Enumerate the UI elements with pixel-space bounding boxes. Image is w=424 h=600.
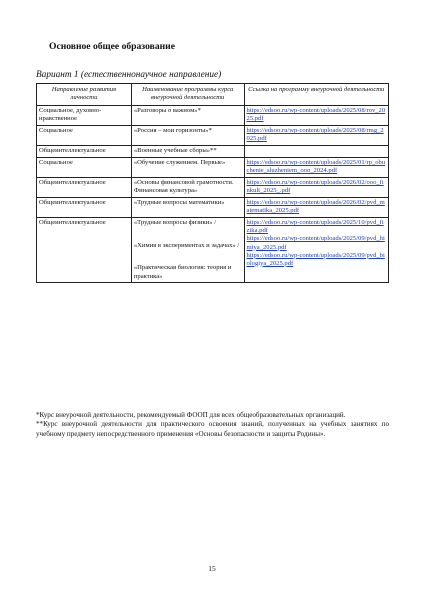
- program-link[interactable]: https://edsoo.ru/wp-content/uploads/2025/08/rmg_2025.pdf: [246, 127, 384, 143]
- program-link[interactable]: https://edsoo.ru/wp-content/uploads/2026/02/ooo_finkult_2025_.pdf: [246, 179, 384, 195]
- section-heading: Основное общее образование: [49, 41, 175, 52]
- header-direction: Направление развития личности: [37, 84, 132, 106]
- table-row: [37, 217, 389, 282]
- program-link[interactable]: https://edsoo.ru/wp-content/uploads/2025/01/rp_obuchenie_sluzheniem_ooo_2024.pdf: [246, 159, 386, 175]
- direction-cell: Общеинтеллектуальное: [37, 145, 132, 157]
- program-cell: [131, 197, 244, 217]
- footnote-2: **Курс внеурочной деятельности для практического освоения знаний, полученных на учебных занятиях по учебному предмету непосредственного применения «Основы безопасности и защиты Родины».: [36, 420, 389, 438]
- program-name: «Химия в экспериментах и задачах» /: [133, 242, 240, 250]
- link-cell: [244, 217, 388, 282]
- program-link[interactable]: https://edsoo.ru/wp-content/uploads/2026/02/pvd_matematika_2025.pdf: [246, 199, 385, 215]
- link-cell: [244, 157, 388, 177]
- table-row: [37, 197, 389, 217]
- program-name: «Практическая биология: теория и практика»: [133, 264, 232, 280]
- program-name: «Основы финансовой грамотности. Финансовая культура»: [133, 179, 234, 195]
- direction-cell: Социальное: [37, 125, 132, 145]
- direction-cell: Общеинтеллектуальное: [37, 177, 132, 197]
- direction-cell: Социальное: [37, 157, 132, 177]
- program-cell: [131, 217, 244, 282]
- program-cell: [131, 157, 244, 177]
- header-program: Наименование программы курса внеурочной деятельности: [131, 84, 244, 106]
- program-name: «Трудные вопросы математики»: [133, 199, 225, 207]
- direction-cell: Общеинтеллектуальное: [37, 217, 132, 282]
- program-name: «Разговоры о важном»*: [133, 107, 201, 115]
- program-link[interactable]: https://edsoo.ru/wp-content/uploads/2025/09/pvd_himiya_2025.pdf: [246, 235, 385, 251]
- direction-cell: Общеинтеллектуальное: [37, 197, 132, 217]
- link-cell-empty: [244, 145, 388, 157]
- footnotes: [36, 411, 389, 439]
- direction-cell: Социальное, духовно-нравственное: [37, 105, 132, 125]
- table-row: [37, 145, 389, 157]
- footnote-1: *Курс внеурочной деятельности, рекомендуемый ФООП для всех общеобразовательных организаций.: [36, 411, 346, 419]
- program-cell: [131, 105, 244, 125]
- link-cell: [244, 125, 388, 145]
- program-name: «Обучение служением. Первые»: [133, 159, 226, 167]
- table-row: [37, 157, 389, 177]
- program-cell: [131, 145, 244, 157]
- program-link[interactable]: https://edsoo.ru/wp-content/uploads/2025/10/pvd_fizika.pdf: [246, 219, 384, 235]
- table-header-row: [37, 84, 389, 106]
- program-link[interactable]: https://edsoo.ru/wp-content/uploads/2025/09/pvd_biologiya_2025.pdf: [246, 251, 385, 267]
- link-cell: [244, 177, 388, 197]
- program-name: «Россия – мои горизонты»*: [133, 127, 212, 135]
- link-cell: [244, 105, 388, 125]
- header-link: Ссылка на программу внеурочной деятельности: [244, 84, 388, 106]
- program-cell: [131, 125, 244, 145]
- page-number: 15: [208, 564, 216, 573]
- program-table: [36, 83, 389, 283]
- program-name: «Военные учебные сборы»**: [133, 147, 217, 155]
- table-row: [37, 125, 389, 145]
- program-link[interactable]: https://edsoo.ru/wp-content/uploads/2025/08/rov_2025.pdf: [246, 107, 386, 123]
- variant-title: Вариант 1 (естественнонаучное направление): [36, 70, 222, 80]
- table-row: [37, 105, 389, 125]
- program-cell: [131, 177, 244, 197]
- program-name: «Трудные вопросы физики» /: [133, 219, 217, 227]
- table-row: [37, 177, 389, 197]
- link-cell: [244, 197, 388, 217]
